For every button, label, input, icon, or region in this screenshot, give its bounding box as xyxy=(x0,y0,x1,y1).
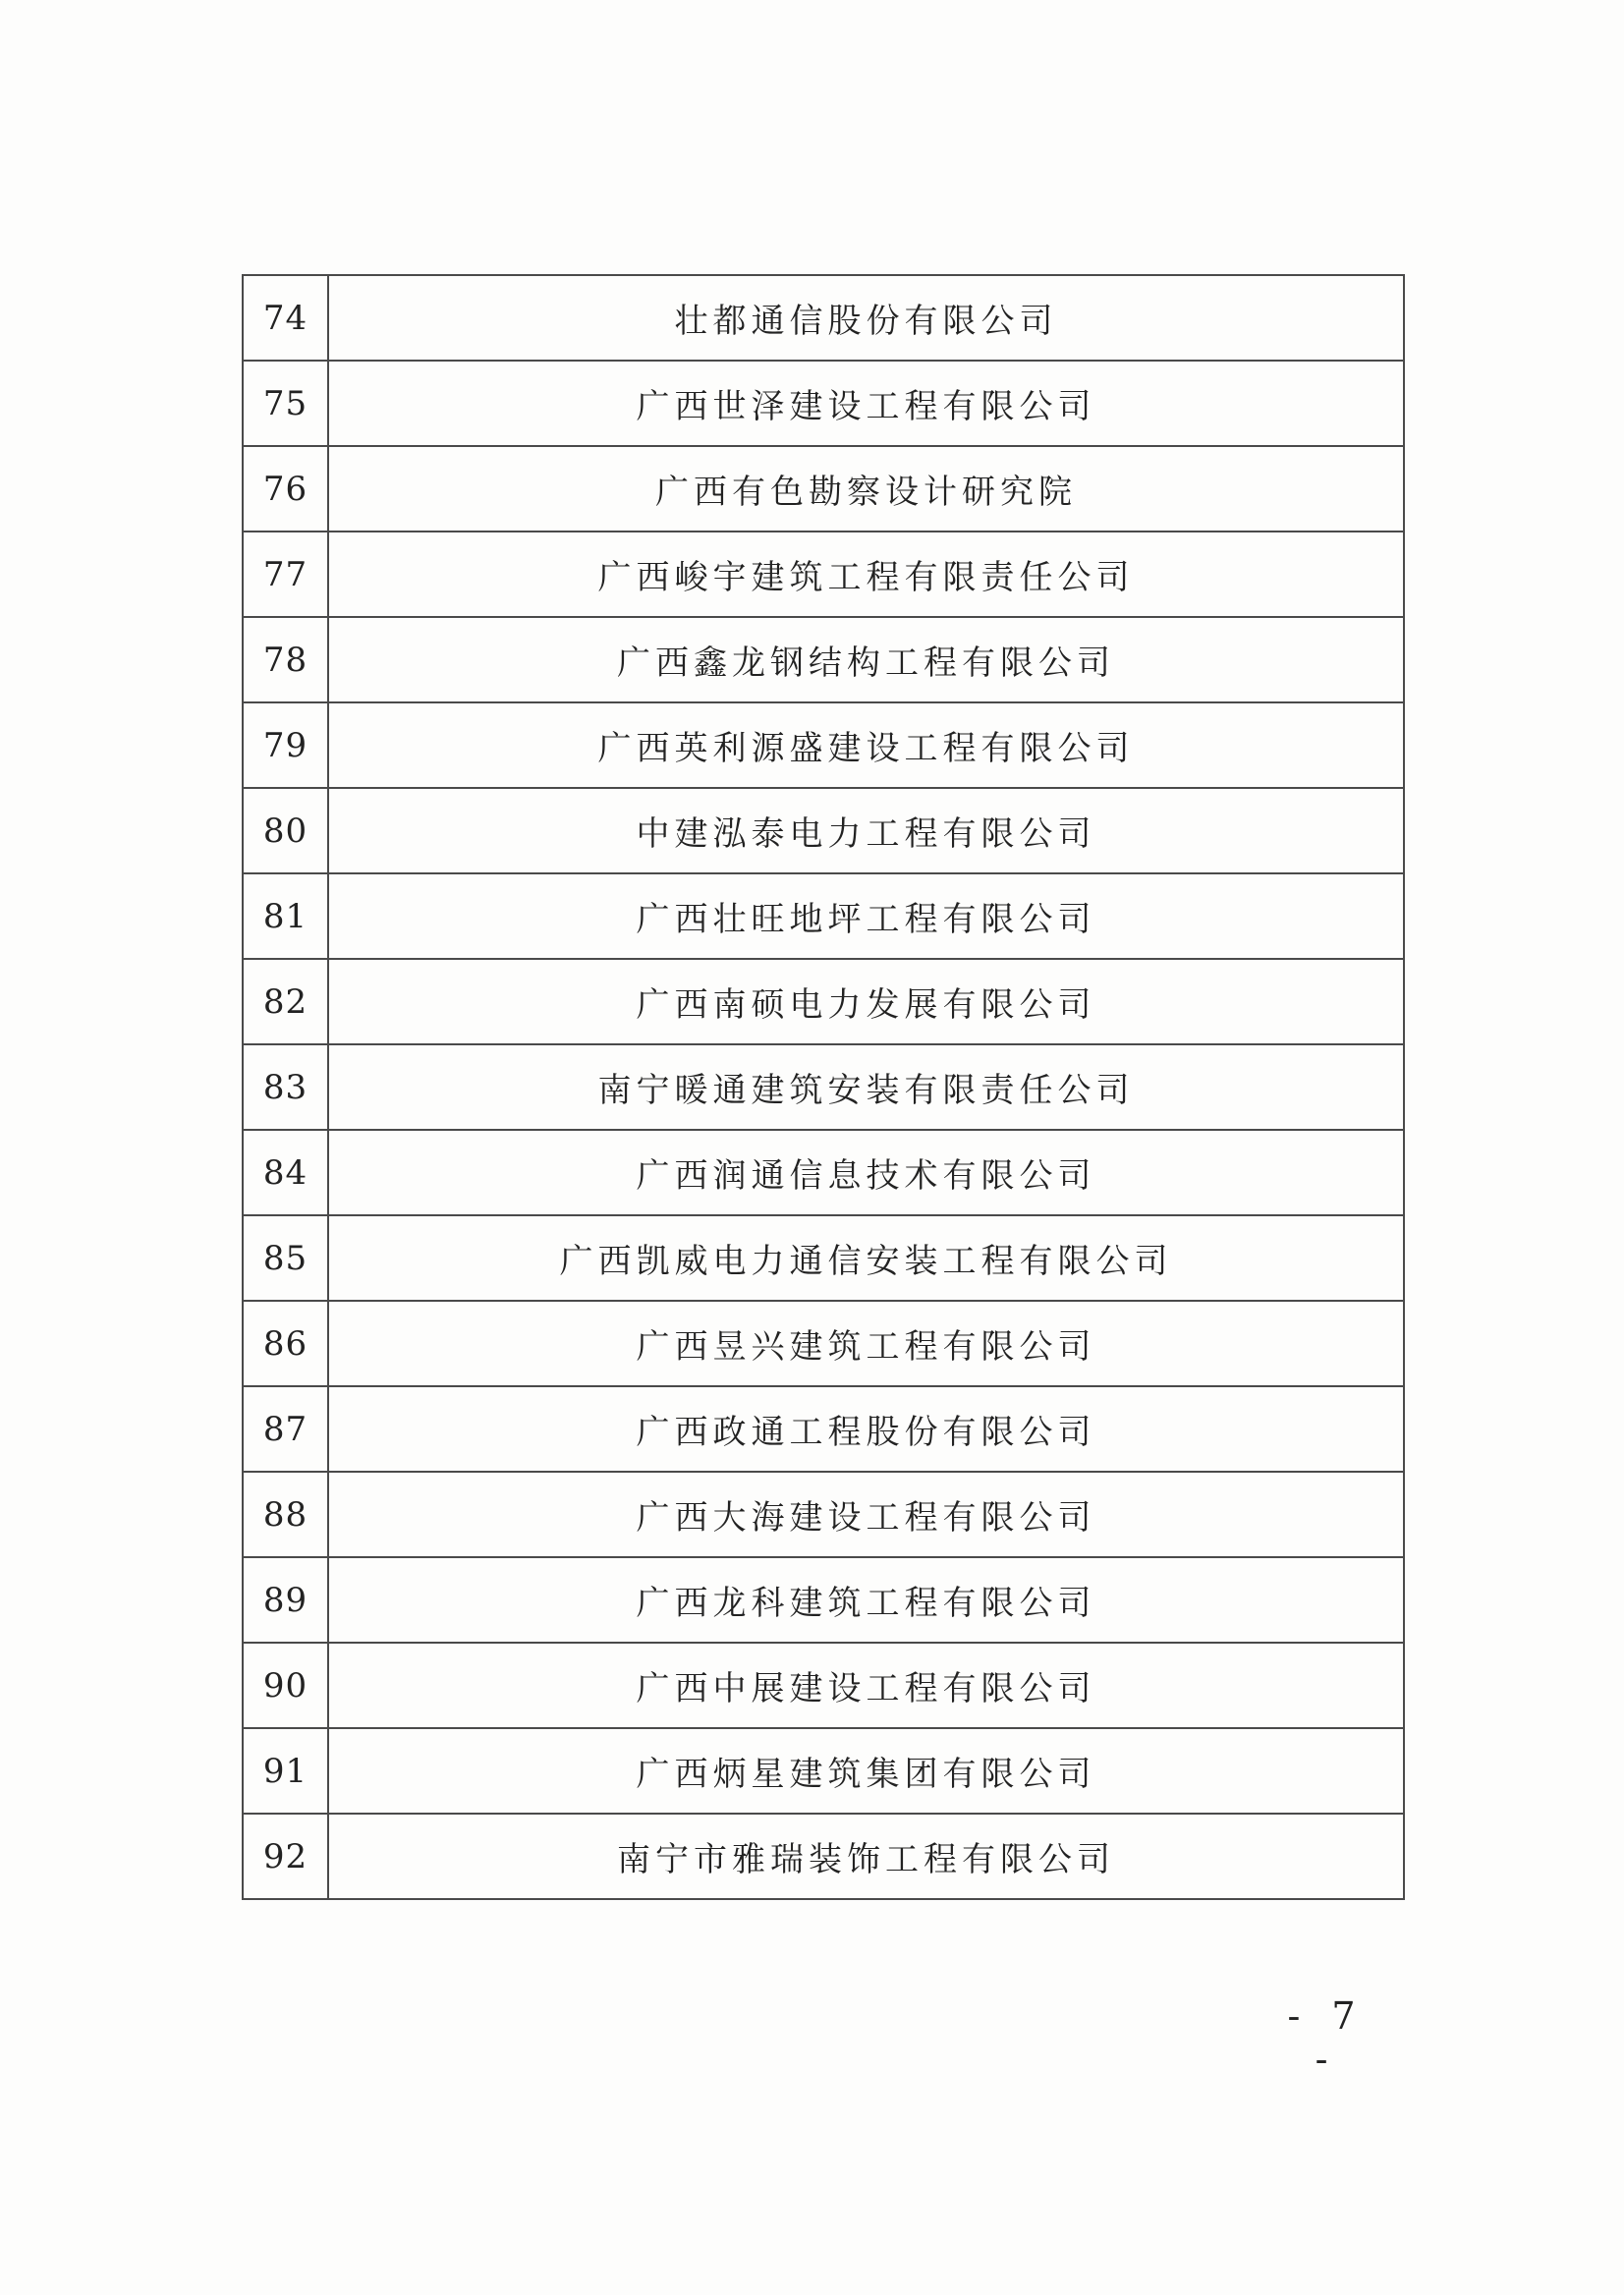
table-row xyxy=(243,446,1404,532)
table-row xyxy=(243,1386,1404,1472)
table-row xyxy=(243,1044,1404,1130)
row-number: 80 xyxy=(243,788,328,873)
table-row xyxy=(243,1301,1404,1386)
row-number: 78 xyxy=(243,617,328,702)
row-number: 83 xyxy=(243,1044,328,1130)
company-name: 广西壮旺地坪工程有限公司 xyxy=(328,873,1404,959)
table-row xyxy=(243,1643,1404,1728)
row-number: 90 xyxy=(243,1643,328,1728)
company-name: 广西南硕电力发展有限公司 xyxy=(328,959,1404,1044)
row-number: 76 xyxy=(243,446,328,532)
company-name: 南宁市雅瑞装饰工程有限公司 xyxy=(328,1814,1404,1899)
row-number: 84 xyxy=(243,1130,328,1215)
table-row xyxy=(243,1130,1404,1215)
row-number: 85 xyxy=(243,1215,328,1301)
company-name: 广西润通信息技术有限公司 xyxy=(328,1130,1404,1215)
company-name: 广西政通工程股份有限公司 xyxy=(328,1386,1404,1472)
company-name: 广西峻宇建筑工程有限责任公司 xyxy=(328,532,1404,617)
company-name: 广西昱兴建筑工程有限公司 xyxy=(328,1301,1404,1386)
row-number: 75 xyxy=(243,361,328,446)
company-name: 广西鑫龙钢结构工程有限公司 xyxy=(328,617,1404,702)
table-row xyxy=(243,702,1404,788)
table-row xyxy=(243,1557,1404,1643)
table-row xyxy=(243,275,1404,361)
row-number: 74 xyxy=(243,275,328,361)
table-row xyxy=(243,873,1404,959)
company-name: 南宁暖通建筑安装有限责任公司 xyxy=(328,1044,1404,1130)
table-row xyxy=(243,1814,1404,1899)
table-row xyxy=(243,1728,1404,1814)
row-number: 77 xyxy=(243,532,328,617)
page-number: - 7 - xyxy=(1287,1994,1366,2081)
row-number: 91 xyxy=(243,1728,328,1814)
row-number: 86 xyxy=(243,1301,328,1386)
company-name: 广西凯威电力通信安装工程有限公司 xyxy=(328,1215,1404,1301)
table-row xyxy=(243,959,1404,1044)
company-name: 广西世泽建设工程有限公司 xyxy=(328,361,1404,446)
table-row xyxy=(243,788,1404,873)
row-number: 82 xyxy=(243,959,328,1044)
company-name: 中建泓泰电力工程有限公司 xyxy=(328,788,1404,873)
row-number: 79 xyxy=(243,702,328,788)
table-row xyxy=(243,532,1404,617)
company-name: 广西英利源盛建设工程有限公司 xyxy=(328,702,1404,788)
company-name: 广西有色勘察设计研究院 xyxy=(328,446,1404,532)
company-name: 广西龙科建筑工程有限公司 xyxy=(328,1557,1404,1643)
row-number: 92 xyxy=(243,1814,328,1899)
company-name: 广西炳星建筑集团有限公司 xyxy=(328,1728,1404,1814)
table-row xyxy=(243,1215,1404,1301)
row-number: 87 xyxy=(243,1386,328,1472)
company-name: 广西大海建设工程有限公司 xyxy=(328,1472,1404,1557)
row-number: 89 xyxy=(243,1557,328,1643)
row-number: 88 xyxy=(243,1472,328,1557)
company-list-table xyxy=(242,274,1405,1900)
table-row xyxy=(243,361,1404,446)
company-name: 广西中展建设工程有限公司 xyxy=(328,1643,1404,1728)
table-row xyxy=(243,617,1404,702)
row-number: 81 xyxy=(243,873,328,959)
table-row xyxy=(243,1472,1404,1557)
company-name: 壮都通信股份有限公司 xyxy=(328,275,1404,361)
